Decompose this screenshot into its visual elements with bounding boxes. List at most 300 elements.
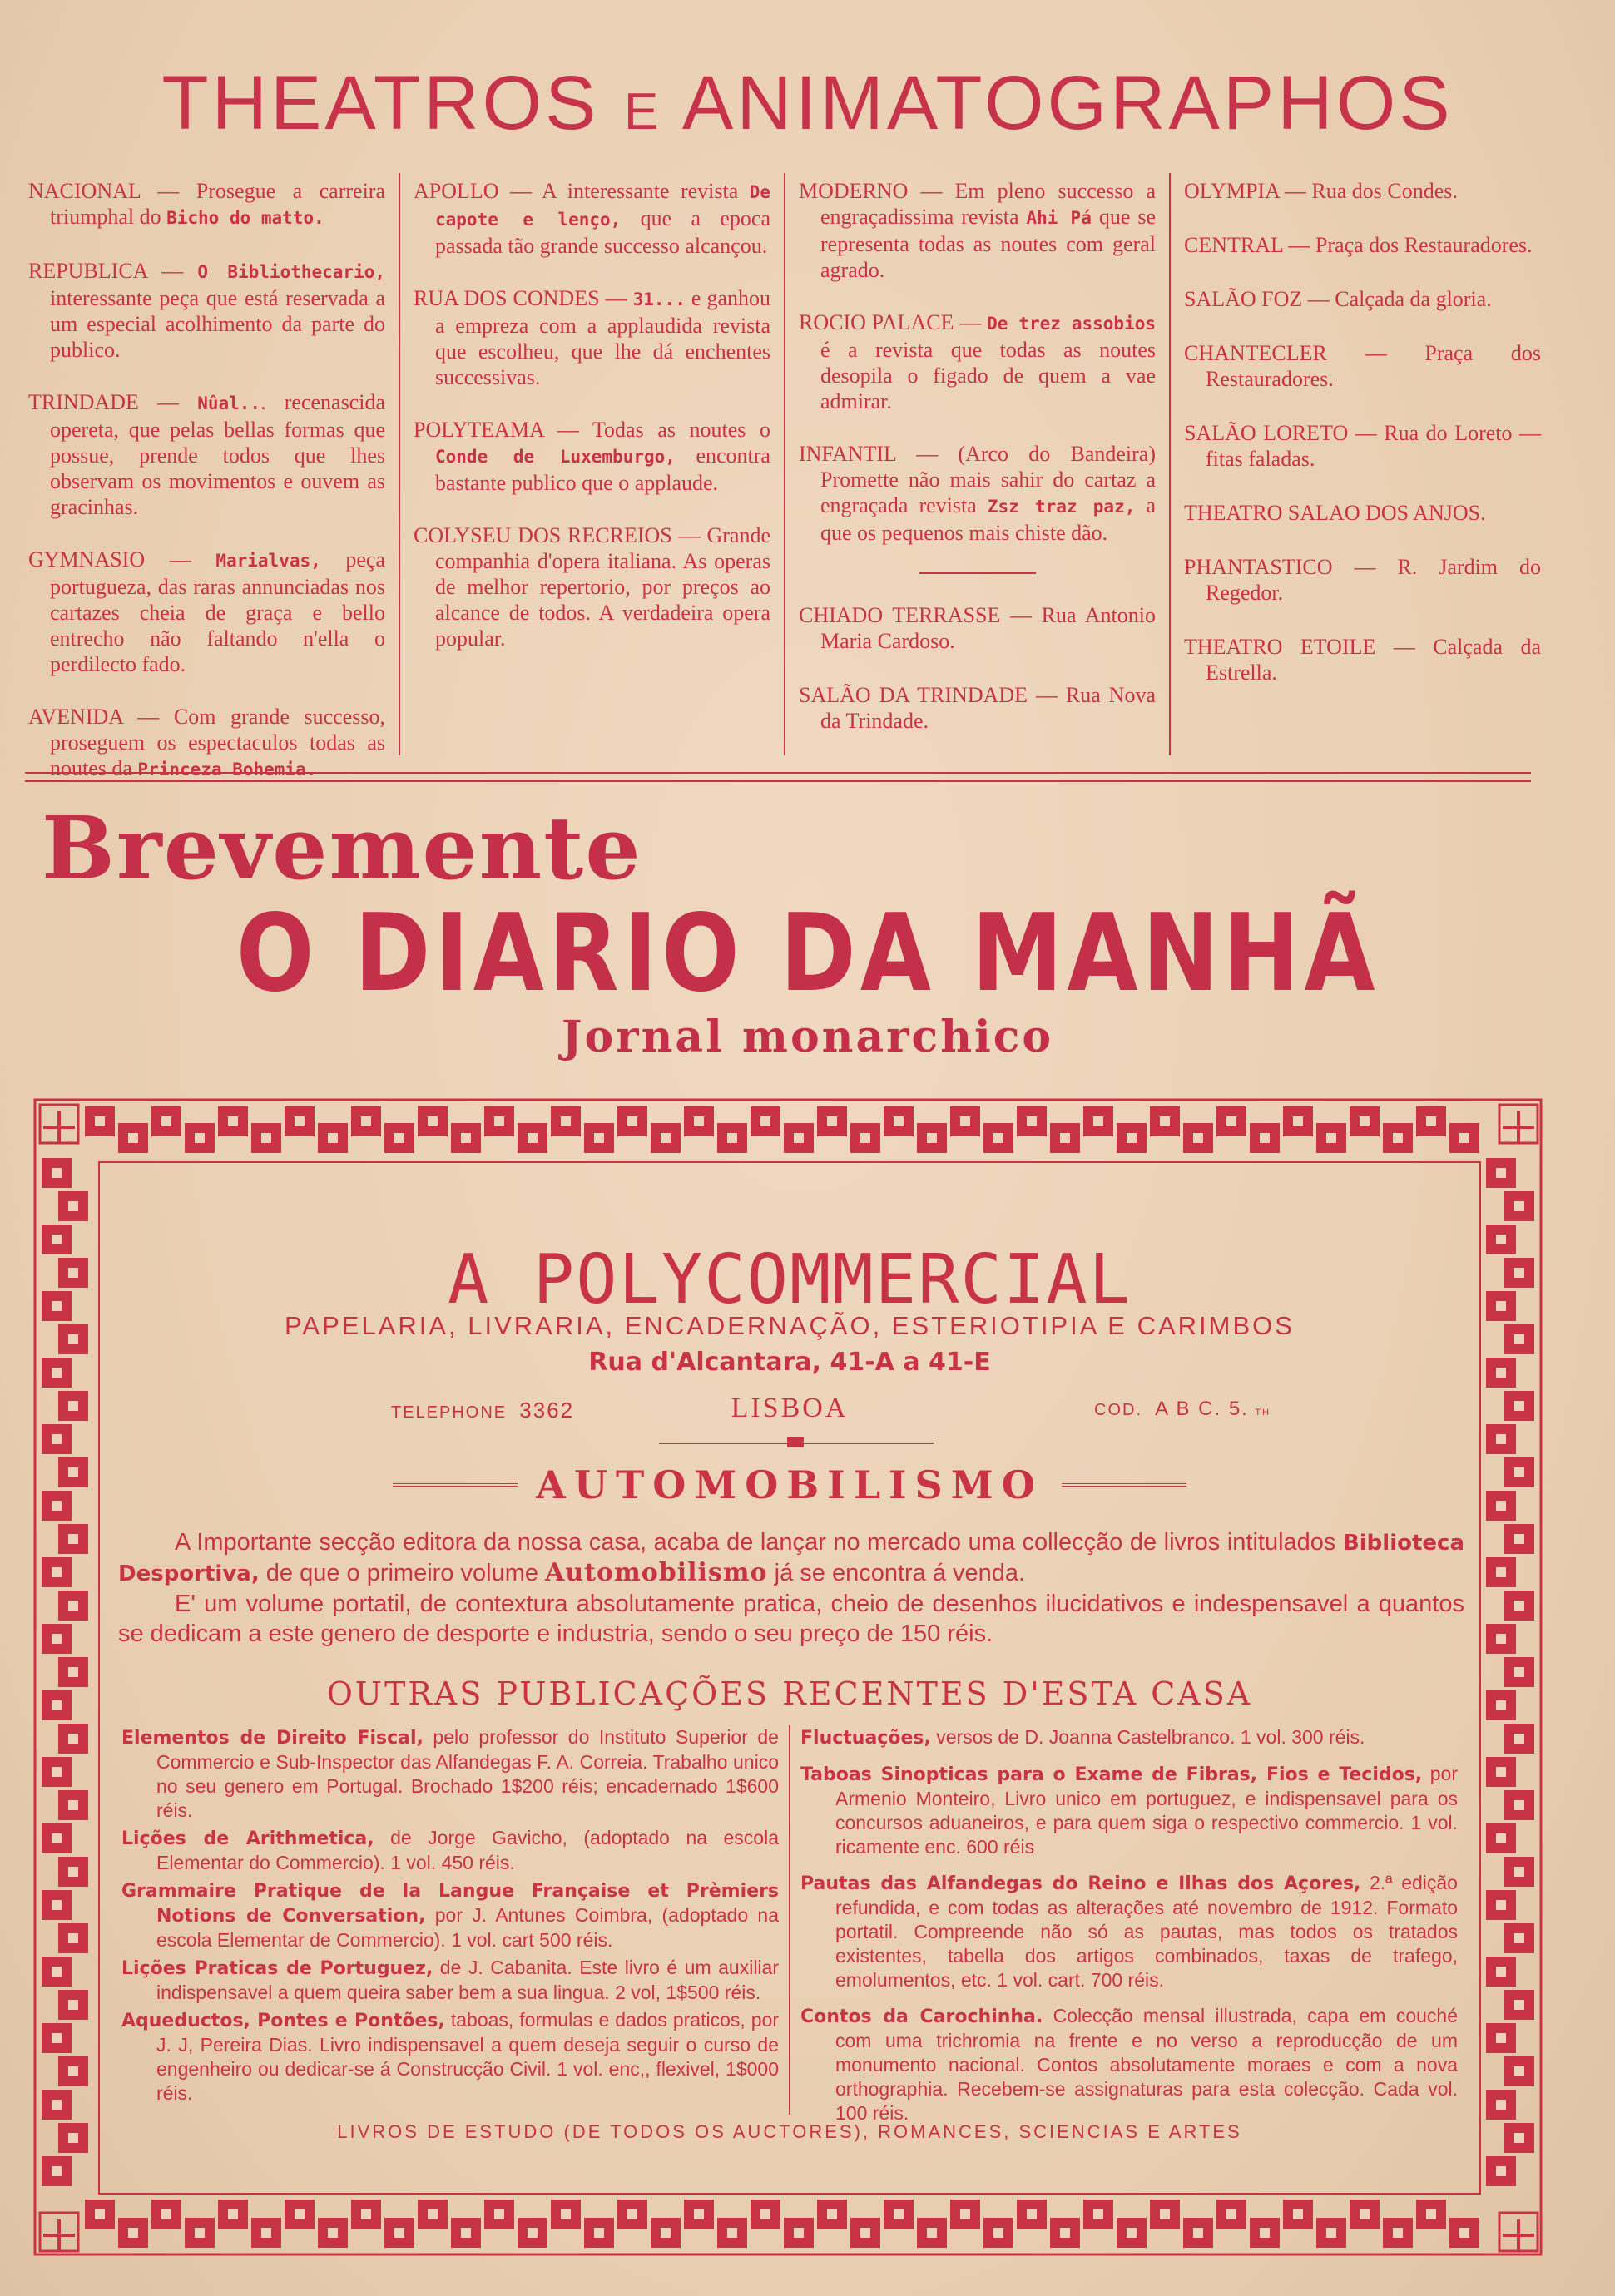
border-square-dot: [361, 2209, 371, 2219]
publication-title: Pautas das Alfandegas do Reino e Ilhas dos Açores,: [800, 1873, 1361, 1894]
border-square-dot: [960, 2209, 970, 2219]
advert-contact-row: [100, 1393, 1479, 1426]
border-square-dot: [860, 2228, 870, 2238]
publication-entry: [121, 1956, 779, 2005]
border-square-dot: [1496, 2033, 1506, 2043]
border-square-dot: [1426, 1116, 1436, 1126]
border-square-dot: [1093, 2209, 1103, 2219]
theatre-entry: [799, 602, 1156, 656]
publication-entry: [800, 2004, 1458, 2125]
theatre-entry: [28, 258, 385, 363]
publication-entry: [800, 1725, 1458, 1750]
border-square-dot: [1496, 1434, 1506, 1444]
border-square-dot: [161, 1116, 171, 1126]
para1-part-e: já se encontra á venda.: [767, 1560, 1026, 1586]
theatre-show: Nûal..: [197, 393, 261, 413]
theatre-entry: [1184, 286, 1541, 314]
theatre-entry: [414, 522, 770, 653]
border-square-dot: [1514, 1268, 1524, 1278]
border-square-dot: [68, 1601, 78, 1611]
automobilismo-heading: [100, 1462, 1479, 1507]
border-square-dot: [993, 1133, 1003, 1143]
theatre-text-tail: que a epoca passada tão grande successo alcançou.: [435, 206, 770, 258]
border-square-dot: [1226, 2209, 1236, 2219]
border-square-dot: [328, 1133, 338, 1143]
border-square-dot: [1160, 1116, 1170, 1126]
theatre-text-tail: . recenascida opereta, que pelas bellas formas que possue, prende todos que lhes observam os movimentos e ouvem as gracinhas.: [50, 390, 385, 519]
border-square-dot: [295, 2209, 305, 2219]
border-square-dot: [68, 1800, 78, 1810]
publication-details: de J. Cabanita. Este livro é um auxiliar indispensavel a quem queira saber bem a sua lingua. 2 vol, 1$500 réis.: [156, 1957, 779, 2003]
border-square-dot: [894, 1116, 904, 1126]
listing-column-2: [400, 173, 785, 755]
border-square-dot: [1393, 1133, 1403, 1143]
theatre-text: — Rua Nova da Trindade.: [820, 683, 1156, 733]
publication-entry: [121, 1878, 779, 1952]
corner-cross: [43, 1111, 75, 1143]
border-square-dot: [993, 2228, 1003, 2238]
theatre-text: — Prosegue a carreira triumphal do: [50, 179, 385, 229]
border-square-dot: [52, 1501, 62, 1511]
border-square-dot: [860, 1133, 870, 1143]
border-square-dot: [295, 1116, 305, 1126]
theatre-show: O Bibliothecario,: [197, 262, 385, 282]
border-square-dot: [1360, 2209, 1370, 2219]
border-square-dot: [960, 1116, 970, 1126]
border-square-dot: [68, 1334, 78, 1344]
border-square-dot: [52, 1168, 62, 1178]
publication-details: taboas, formulas e dados praticos, por J. J, Pereira Dias. Livro indispensavel a quem deseja seguir o curso de engenheiro ou dedicar-se á Construcção Civil. 1 vol. enc,, flexivel, 1$000 réis.: [156, 2009, 779, 2104]
listing-column-4: [1171, 173, 1554, 755]
theatre-name: CHANTECLER: [1184, 341, 1327, 365]
header-title-e: E: [624, 83, 662, 141]
theatre-entry: [1184, 554, 1541, 607]
border-square-dot: [827, 1116, 837, 1126]
border-square-dot: [1226, 1116, 1236, 1126]
border-square-dot: [727, 1133, 737, 1143]
publication-title: Fluctuações,: [800, 1728, 931, 1749]
border-square-dot: [52, 2100, 62, 2110]
theatre-text-tail: interessante peça que está reservada a um especial acolhimento da parte do publico.: [50, 286, 385, 362]
border-square-dot: [328, 2228, 338, 2238]
border-square-dot: [68, 2133, 78, 2143]
border-square-dot: [1514, 1800, 1524, 1810]
border-square-dot: [1496, 1700, 1506, 1710]
diario-subtitle: Jornal monarchico: [561, 1012, 1054, 1062]
theatre-name: OLYMPIA: [1184, 179, 1280, 203]
telephone-label: TELEPHONE: [391, 1403, 508, 1422]
theatre-name: NACIONAL: [28, 179, 141, 203]
border-square-dot: [1496, 1634, 1506, 1644]
theatre-entry: [1184, 500, 1541, 527]
theatre-show: De trez assobios: [987, 314, 1156, 334]
publication-entry: [800, 1762, 1458, 1859]
advert-box: [98, 1161, 1481, 2195]
border-square-dot: [68, 2066, 78, 2076]
publication-title: Lições de Arithmetica,: [121, 1828, 374, 1849]
section-divider: [25, 772, 1531, 782]
advert-body: [118, 1527, 1464, 1649]
publication-details: pelo professor do Instituto Superior de Commercio e Sub-Inspector das Alfandegas F. A. Correia. Trabalho unico no seu genero em Portugal. Brochado 1$200 réis; encadernado 1$600 réis.: [156, 1726, 779, 1821]
theatre-show: 31...: [632, 289, 686, 309]
border-square-dot: [428, 1116, 438, 1126]
border-square-dot: [1514, 2133, 1524, 2143]
border-square-dot: [1127, 1133, 1137, 1143]
border-square-dot: [1426, 2209, 1436, 2219]
border-square-dot: [52, 1235, 62, 1244]
border-square-dot: [461, 2228, 471, 2238]
border-square-dot: [1360, 1116, 1370, 1126]
theatre-show: De capote e lenço,: [435, 182, 770, 230]
publication-details: por Armenio Monteiro, Livro unico em portuguez, e indispensavel para os concursos aduaneiros, e para quem siga o respectivo commercio. 1 vol. ricamente enc. 600 réis: [835, 1763, 1458, 1858]
border-square-dot: [195, 1133, 205, 1143]
theatre-show: Conde de Luxemburgo,: [435, 447, 676, 467]
theatre-name: SALÃO LORETO: [1184, 421, 1349, 445]
border-square-dot: [161, 2209, 171, 2219]
theatre-text: — A interessante revista: [498, 179, 750, 203]
theatre-show: Marialvas,: [215, 551, 321, 571]
header-title-animatographos: ANIMATOGRAPHOS: [681, 61, 1454, 146]
advert-footer: LIVROS DE ESTUDO (DE TODOS OS AUCTORES), ROMANCES, SCIENCIAS E ARTES: [337, 2121, 1242, 2142]
theatre-text: — (Arco do Bandeira) Promette não mais sahir do cartaz a engraçada revista: [820, 442, 1156, 517]
theatre-entry: [28, 178, 385, 231]
border-square-dot: [68, 1534, 78, 1544]
publication-details: 2.ª edição refundida, e com todas as alterações até novembro de 1912. Formato portatil. Compreende não só as pautas, mas todos os tratados existentes, tabella dos artigos combinados, taxas de trafego, emolumentos, etc. 1 vol. cart. 700 réis.: [835, 1872, 1458, 1991]
border-square-dot: [68, 2000, 78, 2010]
border-square-dot: [52, 1833, 62, 1843]
theatre-text: —: [138, 390, 198, 414]
border-square-dot: [1514, 1867, 1524, 1877]
border-square-dot: [52, 1301, 62, 1311]
border-square-dot: [561, 2209, 571, 2219]
border-square-dot: [1514, 1667, 1524, 1677]
theatre-entry: [1184, 340, 1541, 393]
border-square-dot: [694, 2209, 704, 2219]
publications-right: [790, 1725, 1468, 2124]
code-label: COD.: [1094, 1401, 1142, 1419]
diario-title: [0, 892, 1615, 1016]
border-square-dot: [52, 2166, 62, 2176]
border-square-dot: [228, 2209, 238, 2219]
publication-details: de Jorge Gavicho, (adoptado na escola Elementar do Commercio). 1 vol. 450 réis.: [156, 1827, 779, 1873]
border-square-dot: [1060, 1133, 1070, 1143]
border-square-dot: [927, 2228, 937, 2238]
border-square-dot: [52, 1567, 62, 1577]
theatre-text: —: [954, 310, 988, 334]
border-square-dot: [228, 1116, 238, 1126]
theatre-show: Ahi Pá: [1026, 208, 1092, 228]
border-square-dot: [68, 1734, 78, 1744]
border-square-dot: [1093, 1116, 1103, 1126]
other-publications-title: OUTRAS PUBLICAÇÕES RECENTES D'ESTA CASA: [326, 1675, 1253, 1712]
border-square-dot: [68, 1933, 78, 1943]
border-square-dot: [1127, 2228, 1137, 2238]
theatre-name: RUA DOS CONDES: [414, 286, 600, 310]
border-square-dot: [627, 2209, 637, 2219]
border-square-dot: [1027, 1116, 1037, 1126]
border-square-dot: [1326, 2228, 1336, 2238]
publication-title: Contos da Carochinha.: [800, 2007, 1043, 2027]
border-square-dot: [52, 1900, 62, 1910]
border-square-dot: [461, 1133, 471, 1143]
theatre-name: SALÃO FOZ: [1184, 287, 1303, 311]
theatre-text: — Com grande successo, proseguem os espectaculos todas as noutes da: [50, 705, 385, 780]
border-square-dot: [494, 2209, 504, 2219]
border-square-dot: [1514, 1734, 1524, 1744]
border-square-dot: [1514, 2066, 1524, 2076]
theatre-name: CHIADO TERRASSE: [799, 603, 1001, 627]
advert-frame: [33, 1098, 1543, 2256]
border-square-dot: [1496, 1501, 1506, 1511]
border-square-dot: [694, 1116, 704, 1126]
border-square-dot: [1496, 2100, 1506, 2110]
border-square-dot: [927, 1133, 937, 1143]
border-square-dot: [52, 1700, 62, 1710]
border-square-dot: [1326, 1133, 1336, 1143]
border-square-dot: [95, 1116, 105, 1126]
border-square-dot: [760, 1116, 770, 1126]
border-square-dot: [1160, 2209, 1170, 2219]
theatre-entry: [1184, 232, 1541, 260]
theatre-name: TRINDADE: [28, 390, 139, 414]
theatre-name: THEATRO SALAO DOS ANJOS.: [1184, 501, 1486, 525]
border-square-dot: [1496, 1235, 1506, 1244]
theatre-text-tail: que se representa todas as noutes com geral agrado.: [820, 205, 1157, 282]
theatre-text: — Praça dos Restauradores.: [1282, 233, 1533, 257]
para1-part-a: A Importante secção editora da nossa casa, acaba de lançar no mercado uma collecção de livros intitulados: [175, 1529, 1343, 1556]
publication-title: Lições Praticas de Portuguez,: [121, 1958, 433, 1979]
brevemente-heading: Brevemente: [42, 797, 642, 899]
border-square-dot: [1514, 1467, 1524, 1477]
theatre-show: Zsz traz paz,: [987, 497, 1136, 517]
para1-part-b: Biblioteca Desportiva,: [118, 1531, 1464, 1586]
border-square-dot: [128, 1133, 138, 1143]
border-square-dot: [1496, 2166, 1506, 2176]
theatre-name: INFANTIL: [799, 442, 896, 466]
theatre-name: CENTRAL: [1184, 233, 1283, 257]
theatre-text: — Calçada da Estrella.: [1206, 635, 1542, 685]
theatre-text: — Rua Antonio Maria Cardoso.: [820, 603, 1156, 653]
theatre-name: AVENIDA: [28, 705, 123, 729]
publication-entry: [121, 1826, 779, 1875]
theatre-name: ROCIO PALACE: [799, 310, 954, 334]
page-header: [0, 61, 1615, 146]
border-square-dot: [661, 2228, 671, 2238]
listing-column-3: [785, 173, 1171, 755]
publication-details: Colecção mensal illustrada, capa em couché com uma trichromia na frente e no verso a reproducção de um monumento nacional. Contos absolutamente moraes e com a nova orthographia. Recebem-se assignaturas para esta colecção. Cada vol. 100 réis.: [835, 2005, 1458, 2124]
listing-column-1: [25, 173, 400, 780]
theatre-entry: [28, 704, 385, 783]
border-square-dot: [1514, 1201, 1524, 1211]
diario-title-text: O DIARIO DA MANHÃ: [235, 892, 1380, 1016]
header-title-theatros: THEATROS: [161, 61, 600, 146]
theatre-name: POLYTEAMA: [414, 418, 544, 442]
theatre-text: — Rua dos Condes.: [1279, 179, 1458, 203]
publication-title: Grammaire Pratique de la Langue Française et Prèmiers Notions de Conversation,: [121, 1881, 779, 1927]
border-square-dot: [1496, 1301, 1506, 1311]
theatre-text-tail: e ganhou a empreza com a applaudida revista que escolheu, que lhe dá enchentes successivas.: [435, 286, 770, 389]
para1-part-c: de que o primeiro volume: [259, 1560, 546, 1586]
border-square-dot: [68, 1401, 78, 1411]
border-square-dot: [1260, 1133, 1270, 1143]
border-square-dot: [68, 1667, 78, 1677]
theatre-text: —: [599, 286, 633, 310]
publication-title: Elementos de Direito Fiscal,: [121, 1728, 424, 1749]
code-value: A B C. 5.: [1155, 1398, 1249, 1420]
border-square-dot: [1496, 1168, 1506, 1178]
border-square-dot: [261, 1133, 271, 1143]
theatre-text-tail: é a revista que todas as noutes desopila o figado de quem a vae admirar.: [820, 338, 1156, 413]
border-square-dot: [52, 1368, 62, 1378]
theatre-entry: [414, 178, 770, 259]
border-square-dot: [52, 1967, 62, 1977]
theatre-entry: [799, 441, 1156, 546]
advert-paragraph-1: [118, 1527, 1464, 1589]
theatre-name: COLYSEU DOS RECREIOS: [414, 523, 672, 547]
border-square-dot: [1459, 1133, 1469, 1143]
border-square-dot: [52, 1767, 62, 1777]
corner-cross: [43, 2219, 75, 2251]
theatre-text: — Todas as noutes o: [543, 418, 770, 442]
border-square-dot: [1514, 1334, 1524, 1344]
theatre-text: — Em pleno successo a engraçadissima revista: [820, 179, 1156, 229]
theatre-show: Princeza Bohemia.: [137, 760, 317, 779]
theatre-entry: [414, 417, 770, 496]
border-square-dot: [1260, 2228, 1270, 2238]
theatre-entry: [799, 178, 1156, 283]
border-square-dot: [1496, 1833, 1506, 1843]
theatre-name: THEATRO ETOILE: [1184, 635, 1376, 659]
publications-left: [111, 1725, 790, 2115]
border-square-dot: [428, 2209, 438, 2219]
code: [1094, 1398, 1271, 1421]
border-square-dot: [1496, 1967, 1506, 1977]
publication-entry: [121, 1725, 779, 1823]
publication-entry: [800, 1871, 1458, 1992]
publication-details: por J. Antunes Coimbra, (adoptado na escola Elementar de Commercio). 1 vol. cart 500 réis.: [156, 1904, 779, 1951]
border-square-dot: [794, 1133, 804, 1143]
border-square-dot: [1514, 1534, 1524, 1544]
border-square-dot: [1027, 2209, 1037, 2219]
border-square-dot: [661, 1133, 671, 1143]
border-square-dot: [1496, 1767, 1506, 1777]
theatre-text: — R. Jardim do Regedor.: [1206, 555, 1541, 605]
border-square-dot: [894, 2209, 904, 2219]
border-square-dot: [195, 2228, 205, 2238]
corner-cross: [1503, 1111, 1534, 1143]
border-square-dot: [1496, 1900, 1506, 1910]
border-square-dot: [52, 1434, 62, 1444]
theatre-text: — Praça dos Restauradores.: [1206, 341, 1541, 391]
border-square-dot: [561, 1116, 571, 1126]
theatre-entry: [1184, 634, 1541, 687]
theatre-entry: [28, 547, 385, 677]
border-square-dot: [1514, 1401, 1524, 1411]
border-square-dot: [827, 2209, 837, 2219]
border-square-dot: [727, 2228, 737, 2238]
theatre-text: —: [147, 259, 198, 283]
publication-entry: [121, 2008, 779, 2105]
border-square-dot: [494, 1116, 504, 1126]
publication-title: Aqueductos, Pontes e Pontões,: [121, 2011, 445, 2031]
border-square-dot: [1496, 1567, 1506, 1577]
theatre-text-tail: a que os pequenos mais chiste dão.: [820, 493, 1156, 545]
theatre-entry: [1184, 420, 1541, 473]
border-square-dot: [1514, 1601, 1524, 1611]
automobilismo-title: AUTOMOBILISMO: [536, 1462, 1043, 1507]
advert-paragraph-2: E' um volume portatil, de contextura absolutamente pratica, cheio de desenhos ilucidativos e indespensavel a quantos se dedicam a este genero de desporte e industria, sendo o seu preço de 150 réis.: [118, 1591, 1464, 1647]
theatre-text: — Rua do Loreto — fitas faladas.: [1206, 421, 1542, 471]
theatre-text-tail: peça portugueza, das raras annunciadas nos cartazes cheia de graça e bello entrecho não faltando n'ella o perdilecto fado.: [50, 547, 386, 676]
theatre-entry: [1184, 178, 1541, 205]
border-square-dot: [1393, 2228, 1403, 2238]
theatre-show: Bicho do matto.: [166, 208, 324, 228]
theatre-text-tail: encontra bastante publico que o applaude.: [435, 443, 770, 495]
border-square-dot: [394, 2228, 404, 2238]
border-square-dot: [361, 1116, 371, 1126]
publication-details: versos de D. Joanna Castelbranco. 1 vol. 300 réis.: [930, 1726, 1365, 1748]
border-square-dot: [95, 2209, 105, 2219]
border-square-dot: [52, 2033, 62, 2043]
border-square-dot: [794, 2228, 804, 2238]
theatre-text: — Grande companhia d'opera italiana. As operas de melhor repertorio, por preços ao alcance de todos. A verdadeira opera popular.: [435, 523, 770, 651]
theatre-name: MODERNO: [799, 179, 909, 203]
border-square-dot: [1496, 1368, 1506, 1378]
border-square-dot: [1193, 1133, 1203, 1143]
border-square-dot: [1293, 1116, 1303, 1126]
border-square-dot: [528, 1133, 538, 1143]
border-square-dot: [52, 1634, 62, 1644]
border-square-dot: [68, 1467, 78, 1477]
theatre-text: —: [145, 547, 216, 572]
theatre-entry: [28, 389, 385, 520]
border-square-dot: [1514, 2000, 1524, 2010]
border-square-dot: [594, 2228, 604, 2238]
border-square-dot: [528, 2228, 538, 2238]
publications-list: [111, 1725, 1468, 2124]
border-square-dot: [1060, 2228, 1070, 2238]
border-square-dot: [394, 1133, 404, 1143]
theatre-name: REPUBLICA: [28, 259, 148, 283]
wave-ornament-right: [1062, 1483, 1186, 1487]
code-suffix: TH: [1255, 1408, 1271, 1418]
border-square-dot: [261, 2228, 271, 2238]
advert-title: A POLYCOMMERCIAL: [448, 1240, 1132, 1319]
wave-ornament-left: [393, 1483, 518, 1487]
border-square-dot: [760, 2209, 770, 2219]
border-square-dot: [1293, 2209, 1303, 2219]
border-square-dot: [1193, 2228, 1203, 2238]
theatre-name: SALÃO DA TRINDADE: [799, 683, 1028, 707]
theatre-entry: [799, 309, 1156, 414]
telephone-number: 3362: [519, 1398, 575, 1423]
advert-trades: PAPELARIA, LIVRARIA, ENCADERNAÇÃO, ESTERIOTIPIA E CARIMBOS: [285, 1311, 1295, 1340]
theatre-name: GYMNASIO: [28, 547, 146, 572]
theatre-listings: [25, 173, 1554, 780]
border-square-dot: [594, 1133, 604, 1143]
advert-address: Rua d'Alcantara, 41-A a 41-E: [588, 1348, 991, 1377]
border-square-dot: [68, 1268, 78, 1278]
theatre-name: APOLLO: [414, 179, 499, 203]
ornament-divider: [659, 1437, 934, 1449]
city: LISBOA: [731, 1393, 849, 1423]
publication-title: Taboas Sinopticas para o Exame de Fibras, Fios e Tecidos,: [800, 1764, 1423, 1785]
theatre-name: PHANTASTICO: [1184, 555, 1333, 579]
border-square-dot: [627, 1116, 637, 1126]
border-square-dot: [1514, 1933, 1524, 1943]
border-square-dot: [68, 1867, 78, 1877]
para1-part-d: Automobilismo: [545, 1558, 768, 1587]
